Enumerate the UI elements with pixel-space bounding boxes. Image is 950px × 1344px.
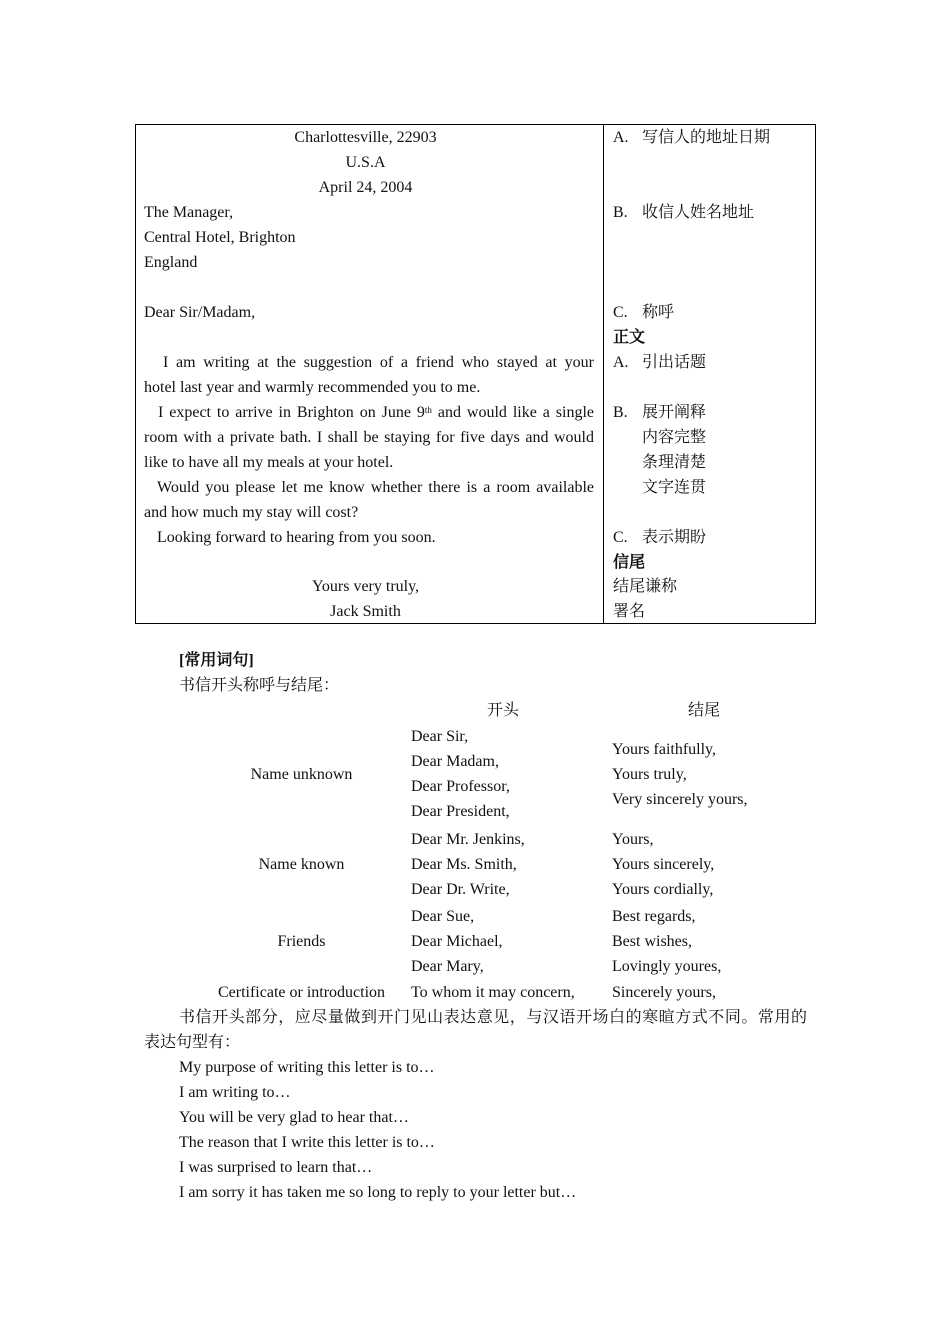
body-paragraph-1-line: I am writing at the suggestion of a friend who stayed at your (163, 354, 594, 371)
opening-phrase: Dear Sue, (411, 908, 475, 925)
note-body-heading: 正文 (613, 329, 646, 346)
expression-item: My purpose of writing this letter is to… (179, 1059, 435, 1076)
note-closing: 结尾谦称 (613, 578, 678, 595)
sender-country-line: U.S.A (345, 154, 386, 171)
column-divider (603, 125, 604, 623)
opening-phrase: Dear Dr. Write, (411, 881, 510, 898)
group-label: Name unknown (250, 766, 353, 783)
recipient-name: The Manager, (144, 204, 234, 221)
note-recipient-address: B. 收信人姓名地址 (613, 204, 755, 221)
note-signature: 署名 (613, 603, 646, 620)
opening-phrase: Dear Madam, (411, 753, 499, 770)
sender-address-line: Charlottesville, 22903 (294, 129, 437, 146)
body-paragraph-4: Looking forward to hearing from you soon. (157, 529, 436, 546)
closing-phrase: Yours cordially, (612, 881, 714, 898)
opening-phrase: Dear Professor, (411, 778, 510, 795)
closing-phrase: Yours truly, (612, 766, 687, 783)
closing-phrase: Lovingly youres, (612, 958, 722, 975)
expression-item: You will be very glad to hear that… (179, 1109, 409, 1126)
section-intro: 书信开头称呼与结尾： (179, 677, 340, 694)
salutation: Dear Sir/Madam, (144, 304, 256, 321)
note-expectation: C. 表示期盼 (613, 529, 707, 546)
body-paragraph-1-line: hotel last year and warmly recommended you to me. (144, 379, 481, 396)
note-elaborate-line: 条理清楚 (642, 454, 707, 471)
letter-date: April 24, 2004 (318, 179, 413, 196)
column-header-opening: 开头 (486, 702, 519, 719)
opening-phrase: Dear Michael, (411, 933, 503, 950)
opening-phrase: Dear Sir, (411, 728, 469, 745)
body-paragraph-2-line: like to have all my meals at your hotel. (144, 454, 394, 471)
closing-phrase: Best wishes, (612, 933, 692, 950)
signature: Jack Smith (330, 603, 401, 620)
opening-phrase: Dear Ms. Smith, (411, 856, 517, 873)
letter-sample-table (135, 124, 816, 624)
expression-item: The reason that I write this letter is to… (179, 1134, 435, 1151)
guidance-paragraph-line: 书信开头部分，应尽量做到开门见山表达意见，与汉语开场白的寒暄方式不同。常用的 (179, 1009, 807, 1026)
opening-phrase: To whom it may concern, (411, 984, 575, 1001)
note-sender-address: A. 写信人的地址日期 (613, 129, 771, 146)
body-paragraph-2-line: room with a private bath. I shall be staying for five days and would (144, 429, 594, 446)
opening-phrase: Dear Mary, (411, 958, 484, 975)
expression-item: I am sorry it has taken me so long to reply to your letter but… (179, 1184, 577, 1201)
note-salutation: C. 称呼 (613, 304, 675, 321)
closing-phrase: Yours faithfully, (612, 741, 717, 758)
section-title: [常用词句] (179, 652, 254, 669)
note-elaborate-line: 内容完整 (642, 429, 707, 446)
recipient-country: England (144, 254, 198, 271)
opening-phrase: Dear Mr. Jenkins, (411, 831, 525, 848)
note-ending-heading: 信尾 (613, 554, 646, 571)
expression-item: I am writing to… (179, 1084, 291, 1101)
expression-item: I was surprised to learn that… (179, 1159, 373, 1176)
note-introduce-topic: A. 引出话题 (613, 354, 707, 371)
group-label: Certificate or introduction (217, 984, 386, 1001)
closing-phrase: Yours sincerely, (612, 856, 715, 873)
column-header-closing: 结尾 (687, 702, 720, 719)
closing-phrase: Yours, (612, 831, 654, 848)
body-paragraph-3-line: and how much my stay will cost? (144, 504, 359, 521)
recipient-address-line: Central Hotel, Brighton (144, 229, 296, 246)
closing-phrase: Very sincerely yours, (612, 791, 748, 808)
closing-phrase: Best regards, (612, 908, 696, 925)
note-elaborate-line: 文字连贯 (642, 479, 707, 496)
body-paragraph-2-line: I expect to arrive in Brighton on June 9th and would like a single (158, 404, 594, 421)
complimentary-close: Yours very truly, (311, 578, 420, 595)
group-label: Name known (258, 856, 345, 873)
opening-phrase: Dear President, (411, 803, 510, 820)
closing-phrase: Sincerely yours, (612, 984, 716, 1001)
body-paragraph-3-line: Would you please let me know whether there is a room available (157, 479, 594, 496)
guidance-paragraph-line: 表达句型有： (144, 1034, 241, 1051)
note-elaborate: B. 展开阐释 (613, 404, 707, 421)
group-label: Friends (277, 933, 326, 950)
